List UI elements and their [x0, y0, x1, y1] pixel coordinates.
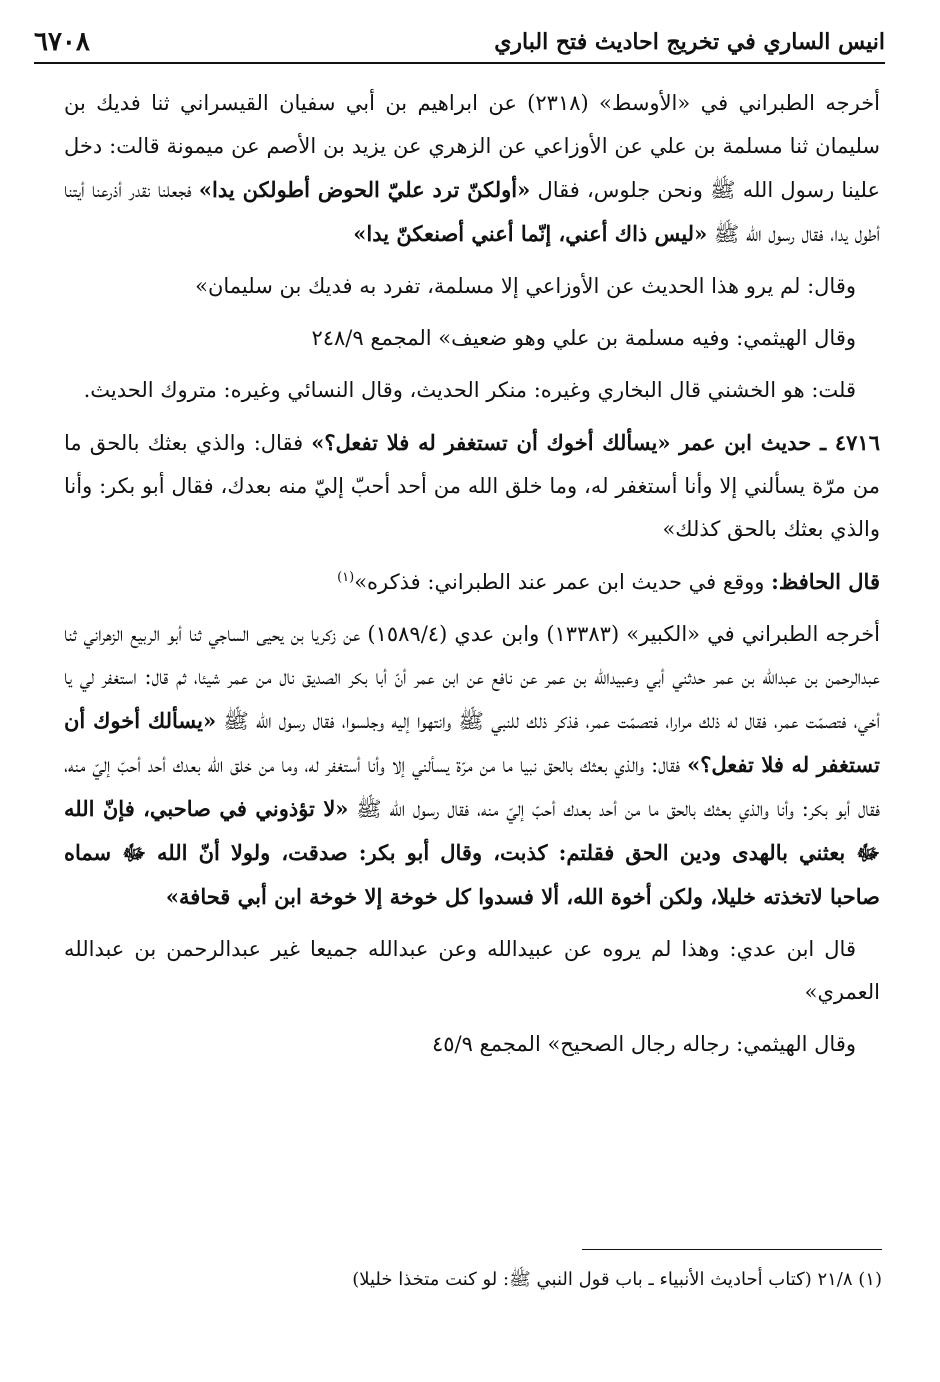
hadith-title-quote: «يسألك أخوك أن تستغفر له فلا تفعل؟» [311, 430, 671, 455]
paragraph-7-text-2: فقال: والذي بعثك بالحق نبيا ما من مرّة يسألني إلا وأنا أستغفر له، وما من خلق الله بعدك أحد أحبّ إليّ منه، فقال أبو بكر: وأنا والذي بعثك بالحق ما من أحد بعدك أحبّ إليّ منه، فقال رسول الله ﷺ [64, 753, 880, 821]
page-header [34, 22, 885, 64]
hadith-quote-2: «ليس ذاك أعني، إنّما أعني أصنعكنّ يدا» [353, 221, 708, 246]
paragraph-9: وقال الهيثمي: رجاله رجال الصحيح» المجمع ٤٥/٩ [431, 1032, 856, 1056]
hafiz-text: ووقع في حديث ابن عمر عند الطبراني: فذكره» [354, 570, 772, 594]
hadith-number: ٤٧١٦ ـ حديث ابن عمر [670, 430, 880, 455]
hadith-quote-4: «لا تؤذوني في صاحبي، فإنّ الله ﷻ بعثني بالهدى ودين الحق فقلتم: كذبت، وقال أبو بكر: صدقت، ولولا أنّ الله ﷻ سماه صاحبا لاتخذته خليلا، ولكن أخوة الله، ألا فسدوا كل خوخة إلا خوخة ابن أبي قحافة» [64, 796, 880, 909]
hadith-quote: «أولكنّ ترد عليّ الحوض أطولكن يدا» [198, 177, 531, 202]
page-body [64, 82, 880, 1066]
paragraph-1 [64, 82, 880, 256]
paragraph-8: قال ابن عدي: وهذا لم يروه عن عبيدالله وعن عبدالله جميعا غير عبدالرحمن بن عبدالله العمري» [64, 937, 880, 1004]
paragraph-1-text-2: فجعلنا نقدر أذرعنا أيتنا أطول يدا، فقال رسول الله ﷺ [64, 178, 880, 246]
paragraph-4: قلت: هو الخشني قال البخاري وغيره: منكر الحديث، وقال النسائي وغيره: متروك الحديث. [83, 378, 856, 402]
hadith-entry-text: فقال: والذي بعثك بالحق ما من مرّة يسألني إلا وأنا أستغفر له، وما خلق الله من أحد أحبّ إليّ منه بعدك، فقال أبو بكر: وأنا والذي بعثك بالحق كذلك» [64, 431, 880, 541]
paragraph-7-text: أخرجه الطبراني في «الكبير» (١٣٣٨٣) وابن عدي (١٥٨٩/٤) عن زكريا بن يحيى الساجي ثنا أبو الربيع الزهراني ثنا عبدالرحمن بن عبدالله بن عمر حدثني أبي وعبيدالله بن عمر عن نافع عن ابن عمر أنّ أبا بكر الصديق نال من عمر شيئا، ثم قال: استغفر لي يا أخي، فتصمّت عمر، فقال له ذلك مرارا، فتصمّت عمر، فذكر ذلك للنبي ﷺ وانتهوا إليه وجلسوا، فقال رسول الله ﷺ [64, 622, 881, 733]
running-title: انيس الساري في تخريج احاديث فتح الباري [494, 29, 885, 55]
paragraph-3: وقال الهيثمي: وفيه مسلمة بن علي وهو ضعيف» المجمع ٢٤٨/٩ [311, 326, 856, 350]
page-number: ٦٧٠٨ [34, 27, 90, 57]
hafiz-comment [64, 560, 880, 604]
hafiz-label: قال الحافظ: [771, 569, 880, 594]
hadith-quote-3: «يسألك أخوك أن تستغفر له فلا تفعل؟» [64, 708, 880, 777]
footnote-ref: (١) [337, 570, 355, 585]
paragraph-1-text: أخرجه الطبراني في «الأوسط» (٢٣١٨) عن ابراهيم بن أبي سفيان القيسراني ثنا فديك بن سليمان ثنا مسلمة بن علي عن الأوزاعي عن الزهري عن يزيد بن الأصم عن ميمونة قالت: دخل علينا رسول الله ﷺ ونحن جلوس، فقال [64, 91, 881, 202]
footnote: (١) ٢١/٨ (كتاب أحاديث الأنبياء ـ باب قول النبي ﷺ: لو كنت متخذا خليلا) [352, 1269, 882, 1290]
paragraph-2: وقال: لم يرو هذا الحديث عن الأوزاعي إلا مسلمة، تفرد به فديك بن سليمان» [195, 274, 856, 298]
footnote-divider [582, 1249, 882, 1250]
hadith-entry-4716 [64, 421, 880, 551]
paragraph-7 [64, 613, 880, 919]
